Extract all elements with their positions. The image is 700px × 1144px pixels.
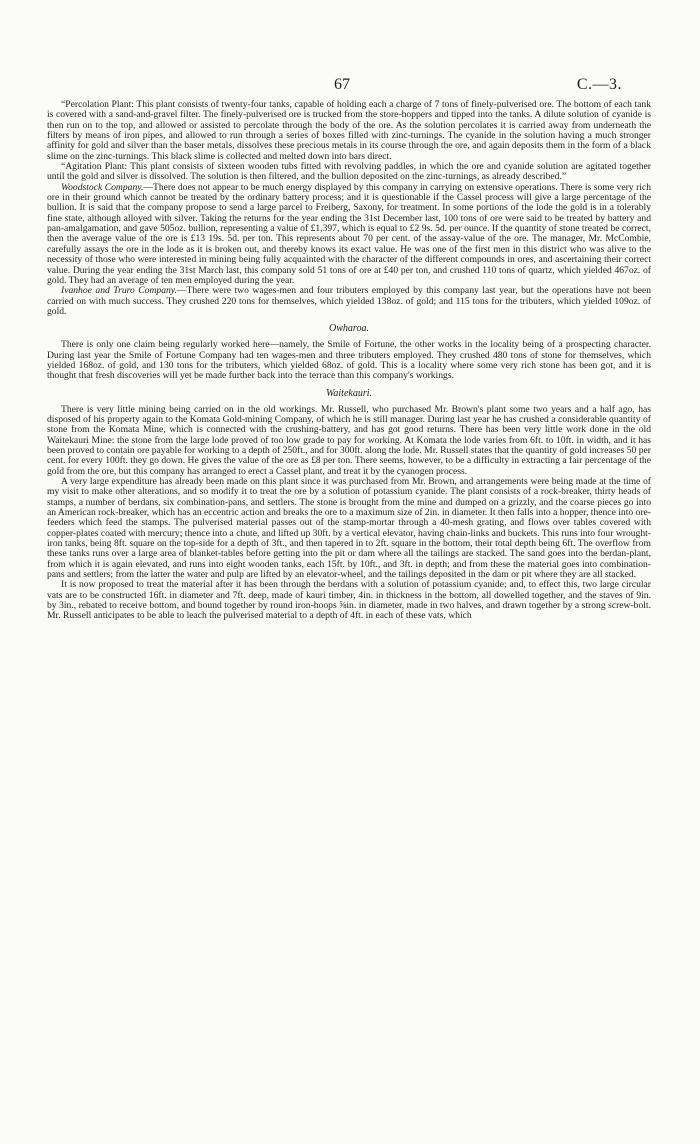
waitekauri-plant-paragraph: A very large expenditure has already been made on this plant since it was purchased from Mr. Brown, and arrangements were being made at the time of my visit to make other alterations, and so modify it to treat the ore by a solution of potassium cyanide. The plant consists of a rock-breaker, thirty heads of stamps, a number of berdans, six combination-pans, and settlers. The stone is brought from the mine and dumped on a grizzly, and the coarse pieces go into an American rock-breaker, which has an eccentric action and breaks the ore to a maximum size of 2in. in diameter. It then falls into a hopper, thence into ore-feeders which feed the stamps. The pulverised material passes out of the stamp-mortar through a 40-mesh grating, and flows over tables covered with copper-plates coated with mercury; thence into a chute, and lifted up 30ft. by a vertical elevator, having chain-links and buckets. This runs into four wrought-iron tanks, being 8ft. square on the top-side for a depth of 3ft., and then tapered in to 2ft. square in the bottom, their total depth being 6ft. The overflow from these tanks runs over a large area of blanket-tables before getting into the pit or dam where all the tailings are stacked. The sand goes into the berdan-plant, from which it is again elevated, and runs into eight wooden tanks, each 15ft. by 10ft., and 3ft. in depth; and from these the material goes into combination-pans and settlers; from the latter the water and pulp are lifted by an elevator-wheel, and the tailings deposited in the dam or pit where they are all stacked. (47, 476, 651, 581)
owharoa-heading: Owharoa. (329, 323, 369, 335)
waitekauri-paragraph: There is very little mining being carried on in the old workings. Mr. Russell, who purchased Mr. Brown's plant some two years and a half ago, has disposed of his property again to the Komata Gold-mining Company, of which he is still manager. During last year he has crushed a considerable quantity of stone from the Komata Mine, which is connected with the crushing-battery, and has got good returns. There has been very little work done in the old Waitekauri Mine: the stone from the large lode proved of too low grade to pay for working. At Komata the lode varies from 6ft. to 10ft. in width, and it has been proved to contain ore payable for working to a depth of 250ft., and for 300ft. along the lode. Mr. Russell states that the quantity of gold increases 50 per cent. for every 100ft. they go down. He gives the value of the ore as £8 per ton. There seems, however, to be a difficulty in extracting a fair percentage of the gold from the ore, but this company has arranged to erect a Cassel plant, and treat it by the cyanogen process. (47, 403, 651, 477)
owharoa-paragraph: There is only one claim being regularly worked here—namely, the Smile of Fortune, the other works in the locality being of a prospecting character. During last year the Smile of Fortune Company had ten wages-men and three tributers employed. They crushed 480 tons of stone for themselves, which yielded 168oz. of gold, and 130 tons for the tributers, which yielded 68oz. of gold. This is a locality where some very rich stone has been got, and it is thought that fresh discoveries will yet be made further back into the terrace than this company's workings. (47, 339, 651, 382)
document-reference: C.—3. (576, 76, 622, 93)
percolation-plant-paragraph: “Percolation Plant: This plant consists of twenty-four tanks, capable of holding each a charge of 7 tons of finely-pulverised ore. The bottom of each tank is covered with a sand-and-gravel filter. The finely-pulverised ore is trucked from the store-hoppers and tipped into the tanks. A dilute solution of cyanide is then run on to the top, and allowed or assisted to percolate through the body of the ore. As the solution percolates it is carried away from underneath the filters by means of iron pipes, and allowed to run through a series of boxes filled with zinc-turnings. The cyanide in the solution having a much stronger affinity for gold and silver than the baser metals, dissolves these precious metals in its course through the ore, and again deposits them in the form of a black slime on the zinc-turnings. This black slime is collected and melted down into bars direct. (47, 99, 651, 162)
ivanhoe-truro-paragraph (47, 286, 651, 317)
ivanhoe-truro-lead: Ivanhoe and Truro Company. (61, 285, 177, 297)
waitekauri-heading: Waitekauri. (325, 387, 372, 399)
woodstock-company-text: —There does not appear to be much energy displayed by this company in carrying on extensive operations. There is some very rich ore in their ground which cannot be treated by the ordinary battery process; and it is questionable if the Cassel process will give a large percentage of the bullion. It is said that the company propose to send a large parcel to Freiberg, Saxony, for treatment. In some portions of the lode the gold is in a tolerably fine state, although alloyed with silver. Taking the returns for the year ending the 31st December last, 100 tons of ore were said to be treated by battery and pan-amalgamation, and gave 505oz. bullion, representing a value of £1,397, which is equal to £2 9s. 5d. per ounce. If the quantity of stone treated be correct, then the average value of the ore is £13 19s. 5d. per ton. This represents about 70 per cent. of the assay-value of the ore. The manager, Mr. McCombie, carefully assays the ore in the lode as it is broken out, and thereby knows its exact value. He was one of the first men in this district who was alive to the necessity of those who were interested in mining being fully acquainted with the character of the different compounds in ores, and ascertaining their correct value. During the year ending the 31st March last, this company sold 51 tons of ore at £40 per ton, and crushed 110 tons of quartz, which yielded 467oz. of gold. They had an average of ten men employed during the year. (47, 181, 651, 286)
body-text (47, 100, 651, 622)
ivanhoe-truro-text: —There were two wages-men and four tributers employed by this company last year, but the operations have not been carried on with much success. They crushed 220 tons for themselves, which yielded 138oz. of gold; and 115 tons for the tributers, which yielded 109oz. of gold. (47, 285, 651, 317)
agitation-plant-paragraph: “Agitation Plant: This plant consists of sixteen wooden tubs fitted with revolving paddles, in which the ore and cyanide solution are agitated together until the gold and silver is dissolved. The solution is then filtered, and the bullion deposited on the zinc-turnings, as already described.” (47, 161, 651, 183)
waitekauri-cyanide-paragraph: It is now proposed to treat the material after it has been through the berdans with a solution of potassium cyanide; and, to effect this, two large circular vats are to be constructed 16ft. in diameter and 7ft. deep, made of kauri timber, 4in. in thickness in the bottom, all dowelled together, and the staves of 9in. by 3in., rebated to receive bottom, and bound together by round iron-hoops ⅝in. in diameter, made in two halves, and drawn together by a strong screw-bolt. Mr. Russell anticipates to be able to leach the pulverised material to a depth of 4ft. in each of these vats, which (47, 579, 651, 622)
woodstock-company-lead: Woodstock Company. (61, 181, 144, 193)
page-number: 67 (334, 76, 350, 93)
woodstock-company-paragraph (47, 183, 651, 286)
page-header (0, 76, 700, 96)
